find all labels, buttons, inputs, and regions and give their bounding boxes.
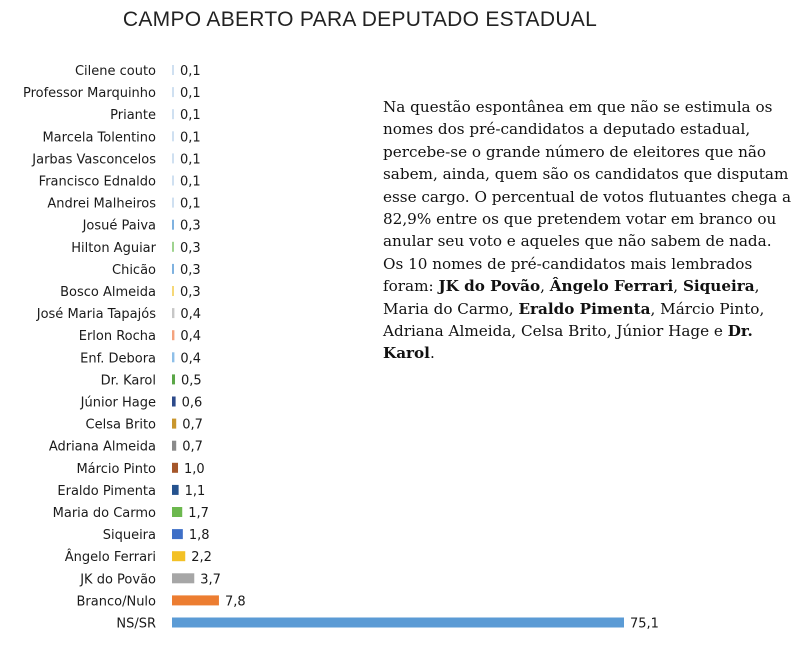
value-label: 0,7 [182,417,203,433]
analysis-note [383,96,793,365]
note-text: Na questão espontânea em que não se estimula os nomes dos pré-candidatos a deputado estadual, percebe-se o grande número de eleitores que não sabem, ainda, quem são os candidatos que disputam esse cargo. O percentual de votos flutuantes chega a 82,9% entre os que pretendem votar em branco ou anular seu voto e aqueles que não sabem de nada. [383,98,792,251]
category-label: Adriana Almeida [48,439,156,455]
bar [172,330,174,340]
category-label: Dr. Karol [100,373,156,389]
category-label: Ângelo Ferrari [64,550,156,566]
note-highlight: Ângelo Ferrari [549,277,674,296]
category-label: Eraldo Pimenta [57,483,156,499]
value-label: 1,0 [184,461,205,477]
value-label: 0,1 [180,108,201,124]
note-text: , Márcio Pinto, Adriana Almeida, Celsa Brito, Júnior Hage e [383,299,765,341]
value-label: 0,4 [180,329,202,345]
bar [172,441,176,451]
category-label: Priante [110,108,156,124]
bar [172,529,183,539]
note-text: . [429,344,435,363]
value-label: 0,4 [180,351,202,367]
chart-title: CAMPO ABERTO PARA DEPUTADO ESTADUAL [122,8,598,31]
category-label: Siqueira [102,528,156,544]
value-label: 75,1 [630,616,659,632]
value-label: 1,8 [188,528,210,544]
note-text: , [673,277,683,296]
bar [172,87,174,97]
category-label: Andrei Malheiros [47,196,156,212]
category-label: Júnior Hage [80,395,156,411]
bar [172,485,179,495]
note-highlight: JK do Povão [438,277,541,296]
value-label: 0,5 [181,373,202,389]
note-text: , Maria do Carmo, [383,277,760,318]
category-label: Chicão [112,262,156,278]
value-label: 0,3 [180,262,201,278]
category-label: José Maria Tapajós [36,307,156,323]
value-label: 0,3 [180,240,201,256]
note-text: , [540,277,550,296]
category-label: NS/SR [116,616,156,632]
bar [172,198,174,208]
category-label: Professor Marquinho [22,86,156,102]
bar [172,374,175,384]
bar [172,397,176,407]
bar [172,109,174,119]
category-label: Bosco Almeida [60,285,156,300]
category-label: Jarbas Vasconcelos [32,152,156,168]
category-label: Josué Paiva [82,218,156,234]
bar [172,286,174,296]
note-text: Os 10 nomes de pré-candidatos mais lembrados foram: [383,254,753,296]
note-highlight: Siqueira [682,277,755,296]
note-paragraph-1 [383,96,793,253]
note-highlight: Eraldo Pimenta [518,299,651,318]
value-label: 1,1 [184,483,206,499]
bar [172,153,174,163]
note-paragraph-2 [383,253,793,365]
category-label: Celsa Brito [85,417,156,433]
bar [172,352,174,362]
value-label: 0,3 [180,285,201,300]
value-label: 0,1 [180,152,201,168]
bar [172,573,194,583]
value-label: 7,8 [224,594,246,610]
value-label: 0,1 [180,174,201,190]
bar [172,419,176,429]
value-label: 0,1 [180,64,201,79]
bar [172,595,219,605]
value-label: 0,3 [180,218,201,234]
bar [172,242,174,252]
bar [172,551,185,561]
category-label: Cilene couto [74,64,156,79]
category-label: Branco/Nulo [76,594,156,610]
category-label: Enf. Debora [80,351,156,367]
value-label: 0,7 [182,439,203,455]
value-label: 0,6 [181,395,203,411]
note-highlight: Dr. Karol [383,322,753,363]
value-label: 2,2 [191,550,212,566]
bar [172,618,624,628]
value-label: 0,1 [180,86,201,102]
value-label: 1,7 [188,506,209,521]
bar [172,65,174,75]
bar [172,131,174,141]
bar [172,507,182,517]
value-label: 0,4 [180,307,202,323]
category-label: Erlon Rocha [78,329,156,345]
value-label: 3,7 [200,572,221,588]
value-label: 0,1 [180,130,201,146]
category-label: Maria do Carmo [52,506,156,521]
bar [172,463,178,473]
bar [172,308,174,318]
category-label: JK do Povão [80,572,156,588]
bar [172,176,174,186]
category-label: Marcela Tolentino [42,130,156,146]
bar [172,220,174,230]
category-label: Francisco Ednaldo [38,174,156,190]
bar [172,264,174,274]
category-label: Márcio Pinto [76,461,156,477]
category-label: Hilton Aguiar [71,240,156,256]
value-label: 0,1 [180,196,201,212]
